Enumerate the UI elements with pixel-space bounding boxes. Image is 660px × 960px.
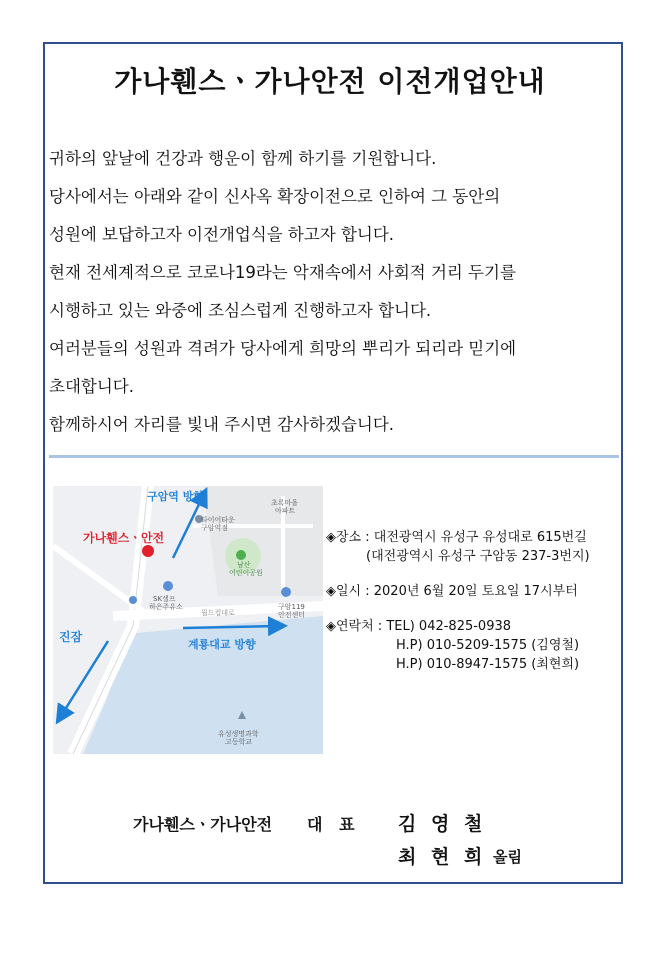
map-label-tire: 타이어타운 구암역점: [201, 516, 235, 532]
page-title: 가나휀스ㆍ가나안전 이전개업안내: [114, 65, 546, 98]
map-label-apt2: 아파트: [275, 507, 296, 515]
body-line: 현재 전세계적으로 코로나19라는 악재속에서 사회적 거리 두기를: [49, 263, 516, 282]
park-icon: [236, 550, 246, 560]
map-block: [203, 486, 323, 596]
contact-hp2: H.P) 010-8947-1575 (최현희): [396, 657, 580, 672]
map-label-guam: 구암역 방향: [147, 490, 204, 503]
greeting-body: [49, 143, 609, 447]
signature-title: 대 표: [307, 815, 355, 834]
body-line: 성원에 보답하고자 이전개업식을 하고자 합니다.: [49, 225, 395, 244]
map-label-sk: SK셀프: [153, 595, 176, 603]
body-line: 당사에서는 아래와 같이 신사옥 확장이전으로 인하여 그 동안의: [49, 187, 501, 206]
event-info: [326, 528, 590, 674]
body-line: 시행하고 있는 와중에 조심스럽게 진행하고자 합니다.: [49, 301, 432, 320]
map-label-gyeryong: 계룡대교 방향: [188, 638, 256, 651]
map-label-119: 구암119: [278, 603, 305, 611]
map-label-park2: 어린이공원: [229, 569, 263, 577]
map-graphic: [53, 486, 323, 754]
company-marker: [142, 545, 154, 557]
contact-label: ◈연락처 : TEL) 042-825-0938: [326, 619, 512, 634]
fire-station-icon: [281, 587, 291, 597]
map-label-apt: 초록마을: [271, 499, 299, 507]
place-label: ◈장소 : 대전광역시 유성구 유성대로 615번길: [326, 530, 587, 545]
map-label-sk2: 하은주유소: [149, 603, 183, 611]
map-label-jinjam: 진잠: [59, 630, 83, 644]
map-label-119b: 안전센터: [278, 611, 306, 619]
map-label-company: 가나휀스ㆍ안전: [83, 531, 165, 545]
location-map: [53, 486, 323, 754]
body-line: 함께하시어 자리를 빛내 주시면 감사하겠습니다.: [49, 415, 395, 434]
map-label-road: 월드컵대로: [201, 609, 235, 617]
gas-station-icon: [163, 581, 173, 591]
date-label: ◈일시 : 2020년 6월 20일 토요일 17시부터: [326, 584, 578, 599]
map-label-park: 남산: [237, 561, 251, 569]
signature-suffix: 올림: [493, 848, 522, 866]
section-divider: [49, 455, 619, 458]
signature-name1: 김 영 철: [398, 813, 487, 835]
map-label-school: 유성생명과학: [218, 730, 259, 738]
contact-hp1: H.P) 010-5209-1575 (김영철): [396, 638, 580, 653]
place-sub: (대전광역시 유성구 구암동 237-3번지): [366, 549, 590, 564]
body-line: 초대합니다.: [49, 377, 134, 396]
body-line: 여러분들의 성원과 격려가 당사에게 희망의 뿌리가 되리라 믿기에: [49, 339, 517, 358]
map-label-school2: 고등학교: [225, 738, 253, 746]
body-line: 귀하의 앞날에 건강과 행운이 함께 하기를 기원합니다.: [49, 149, 437, 168]
signature-name2: 최 현 희: [398, 846, 487, 868]
bus-stop-icon: [129, 596, 137, 604]
signature-company: 가나휀스ㆍ가나안전: [133, 815, 273, 834]
